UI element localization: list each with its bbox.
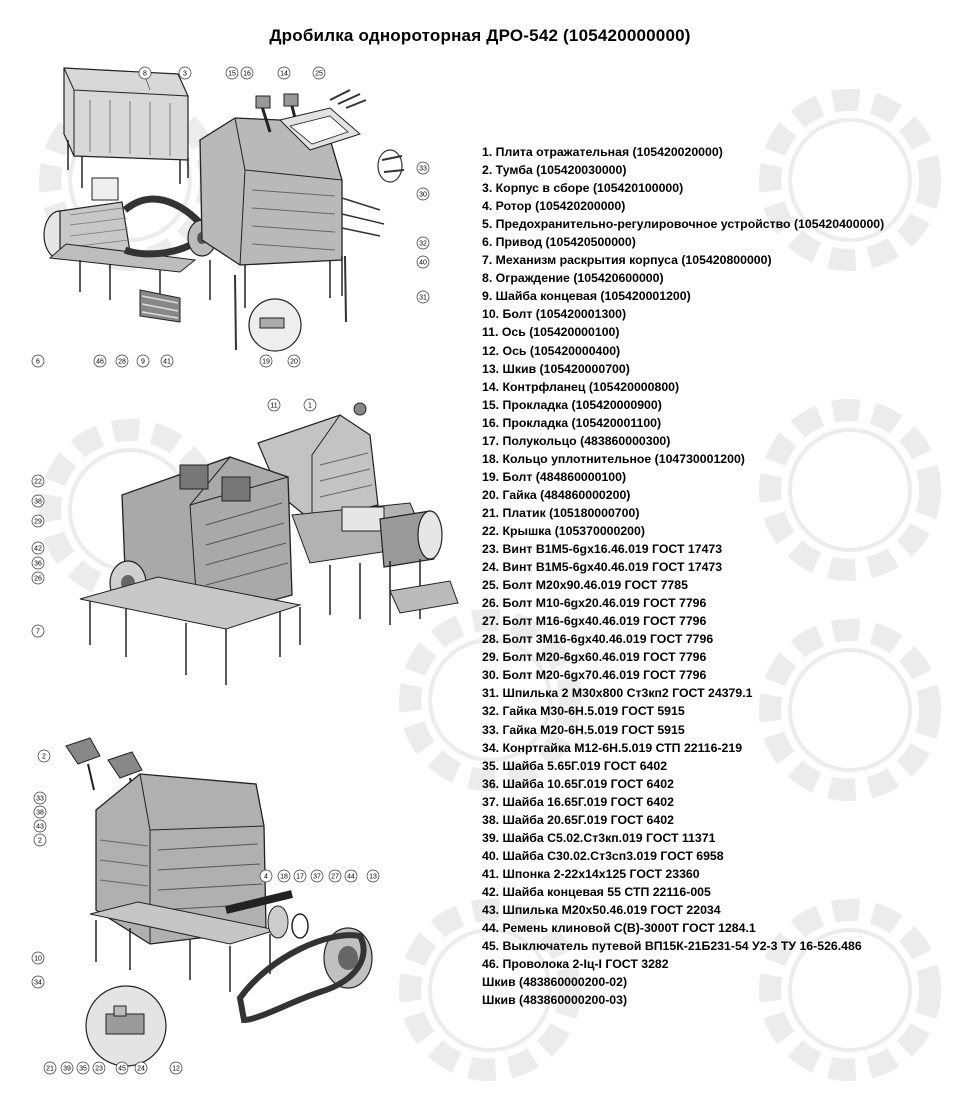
parts-list-item: 11. Ось (105420000100)	[482, 325, 620, 340]
exploded-view-top	[30, 60, 450, 370]
motor-drawing-middle	[292, 503, 442, 567]
parts-list-item: 34. Конртгайка М12-6Н.5.019 СТП 22116-219	[482, 740, 743, 755]
svg-text:39: 39	[63, 1065, 71, 1073]
parts-list-item: 33. Гайка М20-6Н.5.019 ГОСТ 5915	[482, 722, 685, 737]
svg-text:11: 11	[270, 402, 278, 410]
parts-list-item: 35. Шайба 5.65Г.019 ГОСТ 6402	[482, 758, 668, 773]
svg-text:46: 46	[96, 358, 104, 366]
parts-list-item: 41. Шпонка 2-22х14х125 ГОСТ 23360	[482, 866, 700, 881]
svg-text:25: 25	[315, 70, 323, 78]
parts-list-item: 25. Болт М20х90.46.019 ГОСТ 7785	[482, 578, 688, 593]
svg-text:27: 27	[331, 873, 339, 881]
parts-list-item: 22. Крышка (105370000200)	[482, 523, 645, 538]
parts-list-item: Шкив (483860000200-03)	[482, 993, 628, 1008]
parts-list-item: 15. Прокладка (105420000900)	[482, 397, 662, 412]
svg-text:45: 45	[118, 1065, 126, 1073]
exploded-view-bottom	[30, 730, 410, 1080]
parts-list-item: 19. Болт (484860000100)	[482, 469, 627, 484]
svg-text:6: 6	[36, 358, 40, 366]
svg-text:43: 43	[36, 823, 44, 831]
parts-list-item: Шкив (483860000200-02)	[482, 975, 628, 990]
svg-text:16: 16	[243, 70, 251, 78]
svg-text:17: 17	[296, 873, 304, 881]
svg-text:2: 2	[42, 753, 46, 761]
svg-text:31: 31	[419, 294, 427, 302]
parts-list-item: 32. Гайка М30-6Н.5.019 ГОСТ 5915	[482, 704, 685, 719]
parts-list-item: 31. Шпилька 2 М30х800 Ст3кп2 ГОСТ 24379.1	[482, 686, 753, 701]
parts-list-item: 29. Болт М20-6gx60.46.019 ГОСТ 7796	[482, 650, 707, 665]
svg-text:1: 1	[308, 402, 312, 410]
parts-list-item: 23. Винт В1М5-6gx16.46.019 ГОСТ 17473	[482, 542, 723, 557]
pulley-belt-drawing	[240, 928, 372, 1020]
svg-text:21: 21	[46, 1065, 54, 1073]
svg-text:38: 38	[34, 498, 42, 506]
parts-list-item: 14. Контрфланец (105420000800)	[482, 379, 680, 394]
svg-text:26: 26	[34, 575, 42, 583]
svg-text:15: 15	[228, 70, 236, 78]
parts-list-item: 36. Шайба 10.65Г.019 ГОСТ 6402	[482, 776, 674, 791]
svg-text:44: 44	[347, 873, 355, 881]
parts-list-item: 7. Механизм раскрытия корпуса (105420800000)	[482, 253, 772, 268]
parts-list-item: 1. Плита отражательная (105420020000)	[482, 145, 723, 159]
parts-list-item: 44. Ремень клиновой С(В)-3000Т ГОСТ 1284.1	[482, 921, 756, 936]
parts-list-item: 39. Шайба С5.02.Ст3кп.019 ГОСТ 11371	[482, 830, 716, 845]
parts-list-item: 26. Болт М10-6gx20.46.019 ГОСТ 7796	[482, 596, 707, 611]
svg-text:40: 40	[419, 259, 427, 267]
svg-text:4: 4	[264, 873, 268, 881]
parts-list-item: 45. Выключатель путевой ВП15К-21Б231-54 У2-3 ТУ 16-526.486	[482, 939, 862, 954]
parts-list-item: 13. Шкив (105420000700)	[482, 361, 630, 376]
svg-text:29: 29	[34, 518, 42, 526]
detail-circle-drawing	[140, 290, 301, 351]
parts-list-item: 38. Шайба 20.65Г.019 ГОСТ 6402	[482, 812, 674, 827]
svg-text:28: 28	[118, 358, 126, 366]
parts-list-item: 5. Предохранительно-регулировочное устройство (105420400000)	[482, 217, 885, 232]
svg-text:36: 36	[34, 560, 42, 568]
parts-list-item: 10. Болт (105420001300)	[482, 307, 627, 322]
housing-body-drawing	[90, 774, 276, 992]
svg-text:42: 42	[34, 545, 42, 553]
page-title: Дробилка однороторная ДРО-542 (105420000000)	[269, 26, 691, 45]
svg-text:22: 22	[34, 478, 42, 486]
svg-text:33: 33	[419, 165, 427, 173]
parts-list-item: 3. Корпус в сборе (105420100000)	[482, 181, 684, 196]
svg-text:32: 32	[419, 240, 427, 248]
guard-cover-drawing	[64, 68, 188, 188]
svg-text:9: 9	[141, 358, 145, 366]
svg-text:33: 33	[36, 795, 44, 803]
parts-list-item: 24. Винт В1М5-6gx40.46.019 ГОСТ 17473	[482, 560, 723, 575]
svg-text:13: 13	[369, 873, 377, 881]
crusher-body-drawing	[200, 94, 360, 308]
parts-list-item: 4. Ротор (105420200000)	[482, 199, 626, 214]
svg-text:8: 8	[143, 70, 147, 78]
parts-list-item: 43. Шпилька М20х50.46.019 ГОСТ 22034	[482, 902, 721, 917]
svg-text:10: 10	[34, 955, 42, 963]
svg-text:2: 2	[38, 837, 42, 845]
svg-text:18: 18	[280, 873, 288, 881]
parts-list	[482, 143, 884, 1009]
svg-text:14: 14	[280, 70, 288, 78]
parts-list-item: 20. Гайка (484860000200)	[482, 487, 631, 502]
parts-list-item: 6. Привод (105420500000)	[482, 235, 636, 250]
parts-list-item: 27. Болт М16-6gx40.46.019 ГОСТ 7796	[482, 614, 707, 629]
svg-text:19: 19	[262, 358, 270, 366]
svg-text:30: 30	[419, 191, 427, 199]
parts-list-item: 2. Тумба (105420030000)	[482, 163, 627, 178]
parts-list-item: 8. Ограждение (105420600000)	[482, 271, 664, 286]
parts-list-item: 42. Шайба концевая 55 СТП 22116-005	[482, 884, 711, 899]
svg-text:24: 24	[137, 1065, 145, 1073]
parts-list-item: 16. Прокладка (105420001100)	[482, 415, 662, 430]
svg-text:35: 35	[79, 1065, 87, 1073]
parts-list-item: 18. Кольцо уплотнительное (104730001200)	[482, 451, 745, 466]
parts-list-item: 30. Болт М20-6gx70.46.019 ГОСТ 7796	[482, 668, 707, 683]
svg-text:20: 20	[290, 358, 298, 366]
svg-text:12: 12	[172, 1065, 180, 1073]
svg-text:3: 3	[183, 70, 187, 78]
parts-list-item: 12. Ось (105420000400)	[482, 343, 621, 358]
parts-list-item: 17. Полукольцо (483860000300)	[482, 433, 671, 448]
svg-text:23: 23	[95, 1065, 103, 1073]
svg-text:41: 41	[163, 358, 171, 366]
parts-list-item: 40. Шайба С30.02.Ст3сп3.019 ГОСТ 6958	[482, 848, 724, 863]
svg-text:7: 7	[36, 628, 40, 636]
parts-list-item: 21. Платик (105180000700)	[482, 505, 640, 520]
parts-list-item: 28. Болт 3М16-6gx40.46.019 ГОСТ 7796	[482, 632, 714, 647]
svg-text:34: 34	[34, 979, 42, 987]
parts-list-item: 46. Проволока 2-Іц-І ГОСТ 3282	[482, 957, 669, 972]
svg-text:38: 38	[36, 809, 44, 817]
svg-text:37: 37	[313, 873, 321, 881]
parts-list-item: 9. Шайба концевая (105420001200)	[482, 289, 691, 304]
assembled-view-middle	[30, 395, 460, 705]
switch-detail-drawing	[86, 986, 166, 1066]
parts-list-item: 37. Шайба 16.65Г.019 ГОСТ 6402	[482, 794, 674, 809]
motor-drawing	[44, 178, 195, 300]
